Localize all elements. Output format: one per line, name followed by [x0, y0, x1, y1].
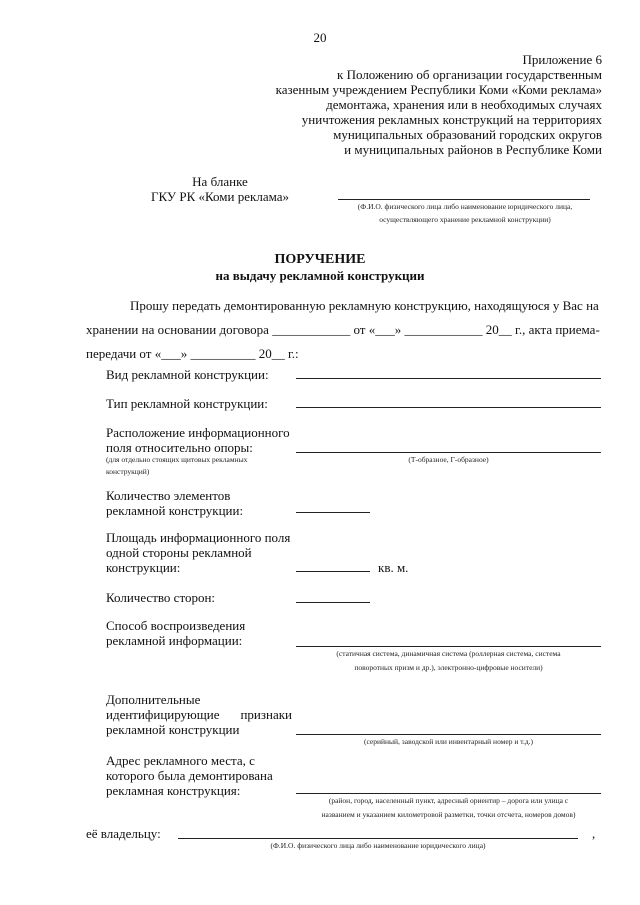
field-line-elements[interactable]	[296, 512, 370, 513]
label-line: поля относительно опоры:	[106, 440, 253, 455]
caption-line: (статичная система, динамичная система (роллерная система, система	[336, 649, 561, 658]
blank-line-2: ГКУ РК «Коми реклама»	[151, 189, 289, 204]
blank-note	[130, 174, 310, 204]
label-line: рекламной конструкции	[106, 722, 240, 737]
header-line: муниципальных образований городских округов	[333, 127, 602, 142]
header-line: уничтожения рекламных конструкций на территориях	[301, 112, 602, 127]
header-line: и муниципальных районов в Республике Коми	[344, 142, 602, 157]
method-caption	[296, 649, 601, 672]
header-line: демонтажа, хранения или в необходимых случаях	[326, 97, 602, 112]
label-line: рекламной конструкции:	[106, 503, 244, 518]
caption-line: названием и указанием километровой разметки, точки отсчета, номеров домов)	[321, 810, 576, 819]
field-label-raspolozhenie	[106, 425, 290, 455]
label-line: рекламной информации:	[106, 633, 243, 648]
label-line: Дополнительные	[106, 692, 201, 707]
label-word: идентифицирующие	[106, 707, 220, 722]
holder-caption-line: (Ф.И.О. физического лица либо наименование юридического лица,	[357, 202, 573, 211]
raspolozhenie-caption: (Т-образное, Г-образное)	[408, 455, 489, 464]
field-label-area	[106, 530, 290, 575]
label-line: которого была демонтирована	[106, 768, 273, 783]
field-line-method[interactable]	[296, 646, 601, 647]
field-line-sides[interactable]	[296, 602, 370, 603]
label-word: признаки	[240, 707, 292, 722]
intro-line-3: передачи от «___» __________ 20__ г.:	[86, 346, 299, 361]
label-line-justified	[106, 707, 292, 722]
intro-line-1: Прошу передать демонтированную рекламную конструкцию, находящуюся у Вас на	[130, 298, 599, 313]
owner-caption: (Ф.И.О. физического лица либо наименование юридического лица)	[270, 841, 486, 850]
note-line: (для отдельно стоящих щитовых рекламных	[106, 455, 248, 464]
caption-line: поворотных призм и др.), электронно-цифровые носители)	[354, 663, 543, 672]
holder-caption-line: осуществляющего хранение рекламной конструкции)	[379, 215, 551, 224]
field-label-identifiers	[106, 692, 292, 737]
field-label-address	[106, 753, 273, 798]
identifiers-caption: (серийный, заводской или инвентарный номер и т.д.)	[363, 737, 534, 746]
raspolozhenie-note	[106, 455, 296, 476]
label-line: конструкции:	[106, 560, 181, 575]
blank-line-1: На бланке	[192, 174, 248, 189]
owner-label: её владельцу:	[86, 826, 161, 841]
field-label-vid: Вид рекламной конструкции:	[106, 367, 269, 382]
field-line-raspolozhenie[interactable]	[296, 452, 601, 453]
intro-line-2: хранении на основании договора ____________ от «___» ____________ 20__ г., акта приема-	[86, 322, 600, 337]
holder-caption	[330, 202, 600, 224]
page-number: 20	[313, 30, 327, 45]
field-line-address[interactable]	[296, 793, 601, 794]
header-line: Приложение 6	[522, 52, 602, 67]
label-line: Адрес рекламного места, с	[106, 753, 255, 768]
header-line: к Положению об организации государственным	[337, 67, 602, 82]
field-line-area[interactable]	[296, 571, 370, 572]
appendix-header	[182, 52, 602, 157]
field-label-method	[106, 618, 245, 648]
document-title: ПОРУЧЕНИЕ	[274, 252, 366, 267]
field-line-vid[interactable]	[296, 378, 601, 379]
owner-line[interactable]	[178, 838, 578, 839]
label-line: Способ воспроизведения	[106, 618, 246, 633]
field-line-identifiers[interactable]	[296, 734, 601, 735]
address-caption	[296, 796, 601, 819]
field-line-tip[interactable]	[296, 407, 601, 408]
holder-signature-line[interactable]	[338, 199, 590, 200]
label-line: одной стороны рекламной	[106, 545, 252, 560]
label-line: Площадь информационного поля	[106, 530, 291, 545]
note-line: конструкций)	[106, 467, 150, 476]
header-line: казенным учреждением Республики Коми «Коми реклама»	[275, 82, 602, 97]
field-label-sides: Количество сторон:	[106, 590, 216, 605]
document-subtitle: на выдачу рекламной конструкции	[215, 268, 425, 283]
field-label-tip: Тип рекламной конструкции:	[106, 396, 268, 411]
caption-line: (район, город, населенный пункт, адресный ориентир – дорога или улица с	[328, 796, 569, 805]
owner-comma: ,	[592, 826, 596, 841]
label-line: рекламная конструкция:	[106, 783, 241, 798]
field-label-elements	[106, 488, 243, 518]
label-line: Количество элементов	[106, 488, 231, 503]
label-line: Расположение информационного	[106, 425, 290, 440]
area-unit: кв. м.	[378, 560, 409, 575]
